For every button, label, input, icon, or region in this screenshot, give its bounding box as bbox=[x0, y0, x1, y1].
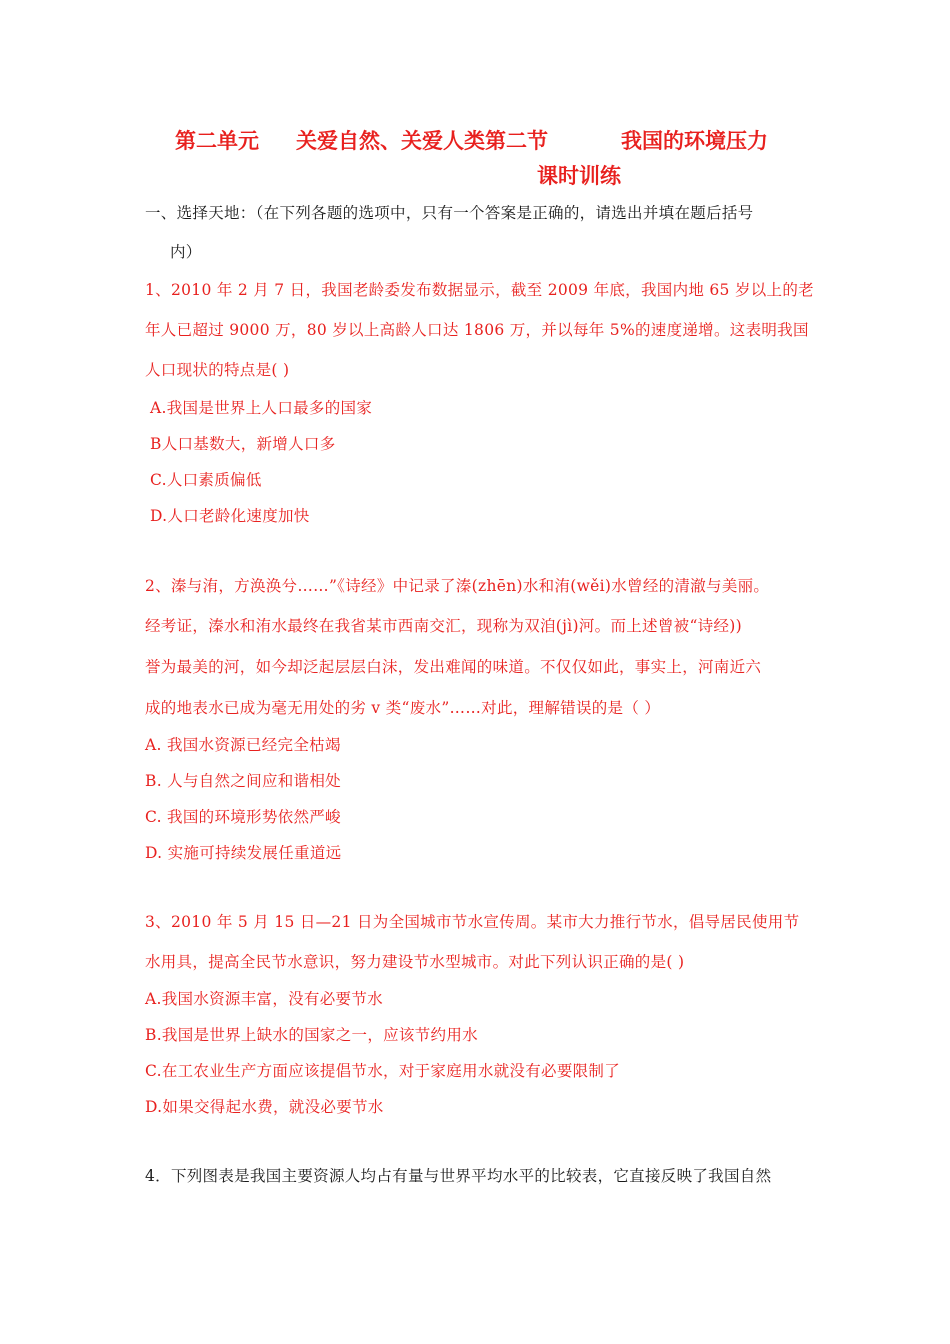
question-2-option-a: A. 我国水资源已经完全枯竭 bbox=[145, 736, 341, 754]
question-2-option-d: D. 实施可持续发展任重道远 bbox=[145, 844, 342, 862]
title-section: 关爱自然、关爱人类第二节 bbox=[296, 129, 548, 153]
question-3-line-1: 3、2010 年 5 月 15 日—21 日为全国城市节水宣传周。某市大力推行节水，倡导居民使用节 bbox=[145, 913, 800, 931]
question-2-option-c: C. 我国的环境形势依然严峻 bbox=[145, 808, 341, 826]
question-4-line-1: 4．下列图表是我国主要资源人均占有量与世界平均水平的比较表，它直接反映了我国自然 bbox=[145, 1167, 772, 1185]
question-1-line-3: 人口现状的特点是( ) bbox=[145, 361, 290, 379]
question-2-line-2: 经考证，溱水和洧水最终在我省某市西南交汇，现称为双洎(jì)河。而上述曾被“诗经)) bbox=[145, 617, 742, 635]
question-2-line-1: 2、溱与洧，方涣涣兮……”《诗经》中记录了溱(zhēn)水和洧(wěi)水曾经的清澈与美丽。 bbox=[145, 577, 770, 595]
title-topic: 我国的环境压力 bbox=[621, 129, 768, 153]
question-3-option-d: D.如果交得起水费，就没必要节水 bbox=[145, 1098, 384, 1116]
section-heading-cont: 内） bbox=[170, 243, 202, 261]
question-1-line-1: 1、2010 年 2 月 7 日，我国老龄委发布数据显示，截至 2009 年底，我国内地 65 岁以上的老 bbox=[145, 281, 814, 299]
question-1-option-a: A.我国是世界上人口最多的国家 bbox=[150, 399, 373, 417]
question-2-option-b: B. 人与自然之间应和谐相处 bbox=[145, 772, 341, 790]
question-1-option-d: D.人口老龄化速度加快 bbox=[150, 507, 310, 525]
question-2-line-4: 成的地表水已成为毫无用处的劣 v 类“废水”……对此，理解错误的是（ ） bbox=[145, 699, 661, 717]
section-heading: 一、选择天地：（在下列各题的选项中，只有一个答案是正确的，请选出并填在题后括号 bbox=[145, 204, 754, 222]
question-3-line-2: 水用具，提高全民节水意识，努力建设节水型城市。对此下列认识正确的是( ) bbox=[145, 953, 685, 971]
question-1-option-c: C.人口素质偏低 bbox=[150, 471, 262, 489]
title-unit: 第二单元 bbox=[175, 129, 259, 153]
question-3-option-a: A.我国水资源丰富，没有必要节水 bbox=[145, 990, 383, 1008]
question-1-line-2: 年人已超过 9000 万，80 岁以上高龄人口达 1806 万，并以每年 5%的速度递增。这表明我国 bbox=[145, 321, 809, 339]
question-3-option-b: B.我国是世界上缺水的国家之一，应该节约用水 bbox=[145, 1026, 478, 1044]
title-subtitle: 课时训练 bbox=[537, 164, 621, 188]
question-1-option-b: B人口基数大，新增人口多 bbox=[150, 435, 336, 453]
question-2-line-3: 誉为最美的河，如今却泛起层层白沫，发出难闻的味道。不仅仅如此，事实上，河南近六 bbox=[145, 658, 762, 676]
question-3-option-c: C.在工农业生产方面应该提倡节水，对于家庭用水就没有必要限制了 bbox=[145, 1062, 621, 1080]
